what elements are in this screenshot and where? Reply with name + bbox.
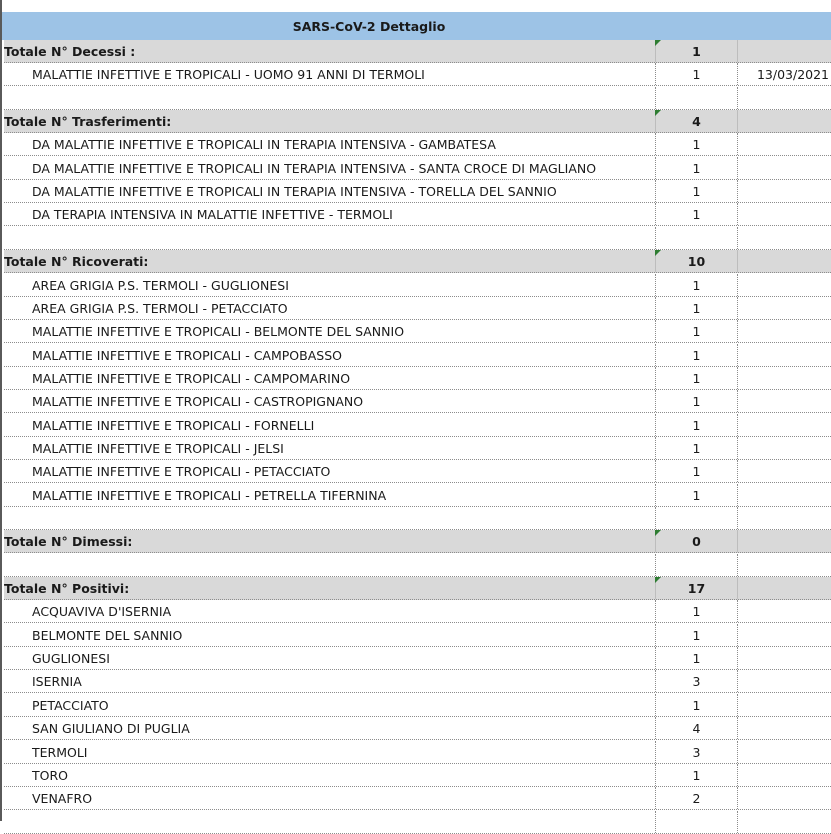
row-count: 1 xyxy=(655,180,737,202)
table-row[interactable] xyxy=(4,274,831,297)
section-date-cell xyxy=(737,40,831,62)
row-description: DA TERAPIA INTENSIVA IN MALATTIE INFETTIVE - TERMOLI xyxy=(32,207,393,223)
blank-cell xyxy=(4,507,655,529)
section-total: 17 xyxy=(655,577,737,599)
blank-cell xyxy=(4,811,655,833)
blank-row[interactable] xyxy=(4,507,831,530)
table-row[interactable] xyxy=(4,484,831,507)
blank-row[interactable] xyxy=(4,87,831,110)
table-row[interactable] xyxy=(4,647,831,670)
row-date xyxy=(737,180,831,202)
table-row[interactable] xyxy=(4,624,831,647)
row-count: 3 xyxy=(655,741,737,763)
row-date xyxy=(737,694,831,716)
row-date xyxy=(737,390,831,412)
row-description: TORO xyxy=(32,767,68,783)
sheet-title: SARS-CoV-2 Dettaglio xyxy=(292,19,446,34)
row-description: MALATTIE INFETTIVE E TROPICALI - CASTROPIGNANO xyxy=(32,394,364,410)
row-description: MALATTIE INFETTIVE E TROPICALI - UOMO 91 ANNI DI TERMOLI xyxy=(32,67,425,83)
row-description: AREA GRIGIA P.S. TERMOLI - GUGLIONESI xyxy=(32,277,289,293)
blank-cell xyxy=(655,507,737,529)
section-label: Totale N° Trasferimenti: xyxy=(4,114,172,130)
row-description: MALATTIE INFETTIVE E TROPICALI - JELSI xyxy=(32,440,284,456)
row-description: ISERNIA xyxy=(32,674,82,690)
blank-cell xyxy=(4,227,655,249)
row-description: ACQUAVIVA D'ISERNIA xyxy=(32,604,172,620)
table-row[interactable] xyxy=(4,670,831,693)
table-row[interactable] xyxy=(4,414,831,437)
row-date xyxy=(737,297,831,319)
row-description: MALATTIE INFETTIVE E TROPICALI - CAMPOBASSO xyxy=(32,347,342,363)
section-date-cell xyxy=(737,530,831,552)
section-header-row[interactable] xyxy=(4,250,831,273)
blank-cell xyxy=(655,554,737,576)
table-row[interactable] xyxy=(4,297,831,320)
section-date-cell xyxy=(737,110,831,132)
row-date xyxy=(737,647,831,669)
table-row[interactable] xyxy=(4,764,831,787)
row-count: 1 xyxy=(655,320,737,342)
row-date xyxy=(737,484,831,506)
row-description: MALATTIE INFETTIVE E TROPICALI - FORNELLI xyxy=(32,417,315,433)
row-count: 1 xyxy=(655,624,737,646)
blank-row[interactable] xyxy=(4,554,831,577)
sheet-title-row[interactable] xyxy=(2,12,831,40)
row-count: 1 xyxy=(655,414,737,436)
comment-flag-icon xyxy=(655,40,661,46)
row-count: 1 xyxy=(655,460,737,482)
section-header-row[interactable] xyxy=(4,40,831,63)
row-count: 1 xyxy=(655,297,737,319)
row-count: 1 xyxy=(655,484,737,506)
row-description: DA MALATTIE INFETTIVE E TROPICALI IN TERAPIA INTENSIVA - TORELLA DEL SANNIO xyxy=(32,184,557,200)
table-row[interactable] xyxy=(4,180,831,203)
blank-cell xyxy=(737,811,831,833)
blank-cell xyxy=(737,507,831,529)
table-row[interactable] xyxy=(4,437,831,460)
row-description: PETACCIATO xyxy=(32,697,109,713)
row-date xyxy=(737,157,831,179)
row-count: 1 xyxy=(655,203,737,225)
table-row[interactable] xyxy=(4,694,831,717)
row-count: 1 xyxy=(655,274,737,296)
blank-cell xyxy=(655,87,737,109)
section-total: 0 xyxy=(655,530,737,552)
row-description: DA MALATTIE INFETTIVE E TROPICALI IN TERAPIA INTENSIVA - SANTA CROCE DI MAGLIANO xyxy=(32,160,597,176)
row-date xyxy=(737,133,831,155)
row-count: 1 xyxy=(655,764,737,786)
row-count: 4 xyxy=(655,717,737,739)
table-row[interactable] xyxy=(4,717,831,740)
row-date xyxy=(737,274,831,296)
comment-flag-icon xyxy=(655,577,661,583)
row-description: MALATTIE INFETTIVE E TROPICALI - BELMONTE DEL SANNIO xyxy=(32,324,405,340)
row-date xyxy=(737,624,831,646)
row-description: GUGLIONESI xyxy=(32,651,110,667)
blank-cell xyxy=(4,87,655,109)
row-date: 13/03/2021 xyxy=(737,63,831,85)
section-total: 4 xyxy=(655,110,737,132)
table-row[interactable] xyxy=(4,203,831,226)
row-count: 1 xyxy=(655,367,737,389)
row-count: 1 xyxy=(655,600,737,622)
table-row[interactable] xyxy=(4,157,831,180)
row-date xyxy=(737,344,831,366)
comment-flag-icon xyxy=(655,530,661,536)
blank-row[interactable] xyxy=(4,811,831,834)
row-count: 1 xyxy=(655,133,737,155)
row-count: 1 xyxy=(655,694,737,716)
row-count: 1 xyxy=(655,390,737,412)
comment-flag-icon xyxy=(655,250,661,256)
section-date-cell xyxy=(737,250,831,272)
section-header-row[interactable] xyxy=(4,577,831,600)
section-date-cell xyxy=(737,577,831,599)
row-date xyxy=(737,437,831,459)
table-row[interactable] xyxy=(4,787,831,810)
row-description: SAN GIULIANO DI PUGLIA xyxy=(32,721,190,737)
row-date xyxy=(737,764,831,786)
blank-cell xyxy=(737,554,831,576)
blank-row[interactable] xyxy=(4,227,831,250)
blank-cell xyxy=(4,554,655,576)
row-description: MALATTIE INFETTIVE E TROPICALI - PETRELLA TIFERNINA xyxy=(32,487,387,503)
section-header-row[interactable] xyxy=(4,110,831,133)
row-date xyxy=(737,600,831,622)
row-description: VENAFRO xyxy=(32,791,93,807)
row-date xyxy=(737,787,831,809)
section-total: 1 xyxy=(655,40,737,62)
blank-cell xyxy=(737,87,831,109)
table-row[interactable] xyxy=(4,460,831,483)
row-count: 1 xyxy=(655,437,737,459)
blank-cell xyxy=(655,811,737,833)
row-date xyxy=(737,717,831,739)
row-date xyxy=(737,320,831,342)
row-description: MALATTIE INFETTIVE E TROPICALI - CAMPOMARINO xyxy=(32,370,351,386)
blank-cell xyxy=(655,227,737,249)
blank-cell xyxy=(737,227,831,249)
section-label: Totale N° Ricoverati: xyxy=(4,254,149,270)
row-description: DA MALATTIE INFETTIVE E TROPICALI IN TERAPIA INTENSIVA - GAMBATESA xyxy=(32,137,496,153)
section-label: Totale N° Positivi: xyxy=(4,581,130,597)
row-description: TERMOLI xyxy=(32,744,88,760)
row-count: 1 xyxy=(655,344,737,366)
row-description: AREA GRIGIA P.S. TERMOLI - PETACCIATO xyxy=(32,300,288,316)
section-header-row[interactable] xyxy=(4,530,831,553)
table-row[interactable] xyxy=(4,63,831,86)
table-row[interactable] xyxy=(4,320,831,343)
row-description: BELMONTE DEL SANNIO xyxy=(32,627,183,643)
table-row[interactable] xyxy=(4,133,831,156)
row-count: 1 xyxy=(655,647,737,669)
row-count: 3 xyxy=(655,670,737,692)
comment-flag-icon xyxy=(655,110,661,116)
table-row[interactable] xyxy=(4,600,831,623)
table-row[interactable] xyxy=(4,367,831,390)
row-count: 2 xyxy=(655,787,737,809)
table-row[interactable] xyxy=(4,741,831,764)
row-date xyxy=(737,367,831,389)
row-date xyxy=(737,741,831,763)
row-date xyxy=(737,670,831,692)
section-label: Totale N° Decessi : xyxy=(4,44,136,59)
section-total: 10 xyxy=(655,250,737,272)
table-row[interactable] xyxy=(4,344,831,367)
row-count: 1 xyxy=(655,157,737,179)
row-date xyxy=(737,460,831,482)
row-description: MALATTIE INFETTIVE E TROPICALI - PETACCIATO xyxy=(32,464,331,480)
section-label: Totale N° Dimessi: xyxy=(4,534,133,550)
row-count: 1 xyxy=(655,63,737,85)
row-date xyxy=(737,414,831,436)
row-date xyxy=(737,203,831,225)
table-row[interactable] xyxy=(4,390,831,413)
